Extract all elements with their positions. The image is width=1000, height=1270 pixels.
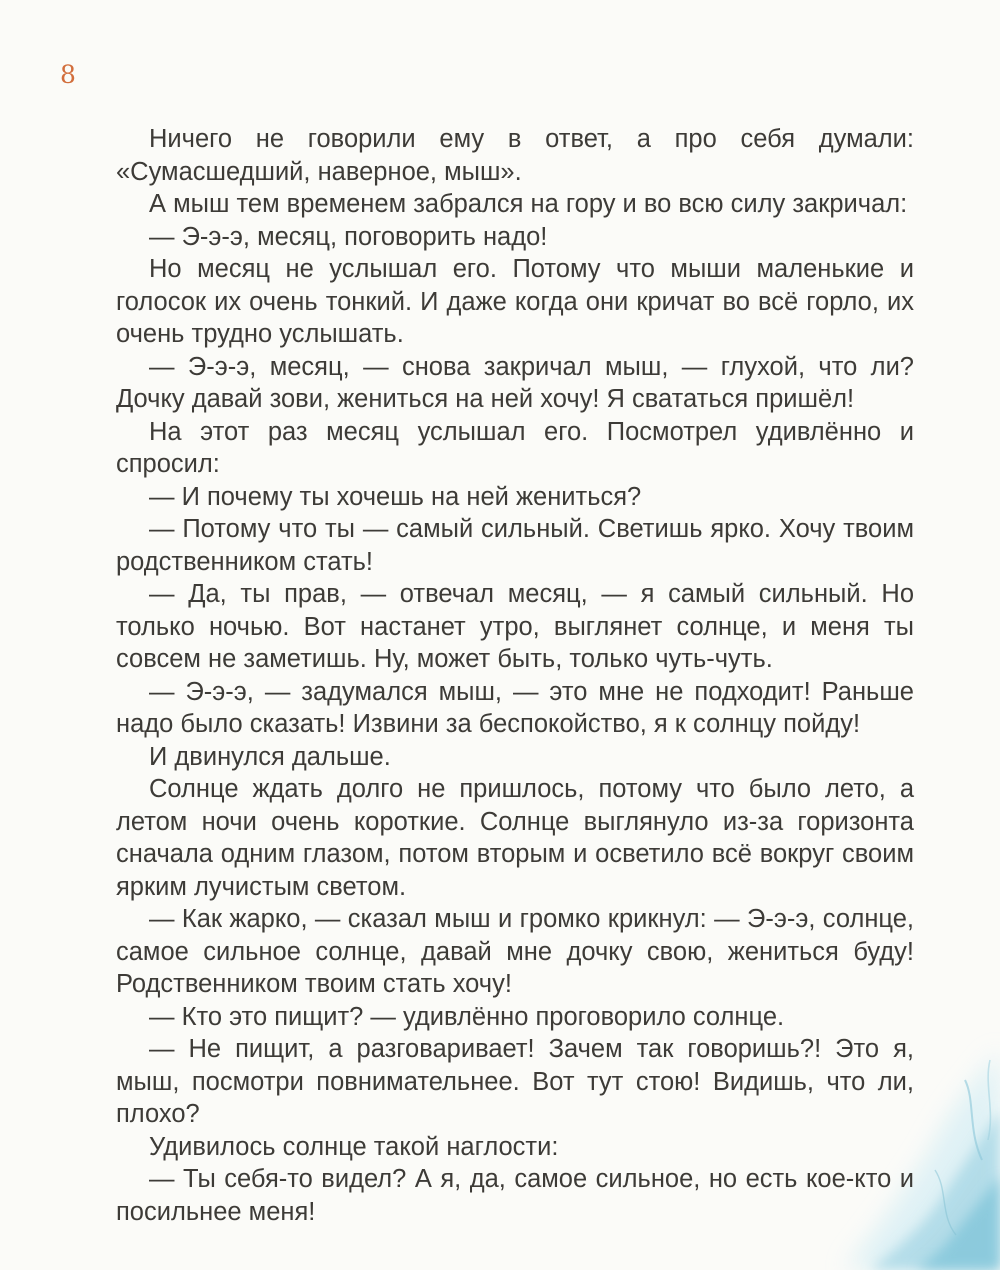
paragraph: — Как жарко, — сказал мыш и громко крикнул: — Э-э-э, солнце, самое сильное солнце, давай мне дочку свою, жениться буду! Родственником твоим стать хочу! — [116, 905, 914, 998]
paragraph: — Э-э-э, месяц, — снова закричал мыш, — глухой, что ли? Дочку давай зови, жениться на ней хочу! Я свататься пришёл! — [116, 352, 914, 413]
paragraph: А мыш тем временем забрался на гору и во всю силу закричал: — [149, 190, 908, 218]
paragraph: — Кто это пищит? — удивлённо проговорило солнце. — [149, 1002, 785, 1031]
page-number: 8 — [60, 60, 76, 89]
paragraph: — Потому что ты — самый сильный. Светишь ярко. Хочу твоим родственником стать! — [116, 515, 914, 576]
paragraph: И двинулся дальше. — [149, 742, 391, 771]
paragraph: — Э-э-э, месяц, поговорить надо! — [149, 222, 548, 251]
paragraph: Ничего не говорили ему в ответ, а про себя думали: «Сумасшедший, наверное, мыш». — [116, 125, 914, 186]
paragraph: — И почему ты хочешь на ней жениться? — [149, 482, 642, 511]
story-text — [116, 123, 914, 1228]
paragraph: — Да, ты прав, — отвечал месяц, — я самый сильный. Но только ночью. Вот настанет утро, выглянет солнце, и меня ты совсем не заметишь. Ну, может быть, только чуть-чуть. — [116, 580, 914, 673]
paragraph: — Ты себя-то видел? А я, да, самое сильное, но есть кое-кто и посильнее меня! — [116, 1165, 914, 1226]
paragraph: Удивилось солнце такой наглости: — [149, 1132, 559, 1161]
paragraph: — Не пищит, а разговаривает! Зачем так говоришь?! Это я, мыш, посмотри повнимательнее. Вот тут стою! Видишь, что ли, плохо? — [116, 1035, 914, 1128]
paragraph: — Э-э-э, — задумался мыш, — это мне не подходит! Раньше надо было сказать! Извини за беспокойство, я к солнцу пойду! — [116, 677, 914, 738]
paragraph: Солнце ждать долго не пришлось, потому что было лето, а летом ночи очень короткие. Солнце выглянуло из-за горизонта сначала одним глазом, потом вторым и осветило всё вокруг своим ярким лучистым светом. — [116, 775, 914, 901]
paragraph: Но месяц не услышал его. Потому что мыши маленькие и голосок их очень тонкий. И даже когда они кричат во всё горло, их очень трудно услышать. — [116, 255, 914, 348]
paragraph: На этот раз месяц услышал его. Посмотрел удивлённо и спросил: — [116, 417, 914, 478]
